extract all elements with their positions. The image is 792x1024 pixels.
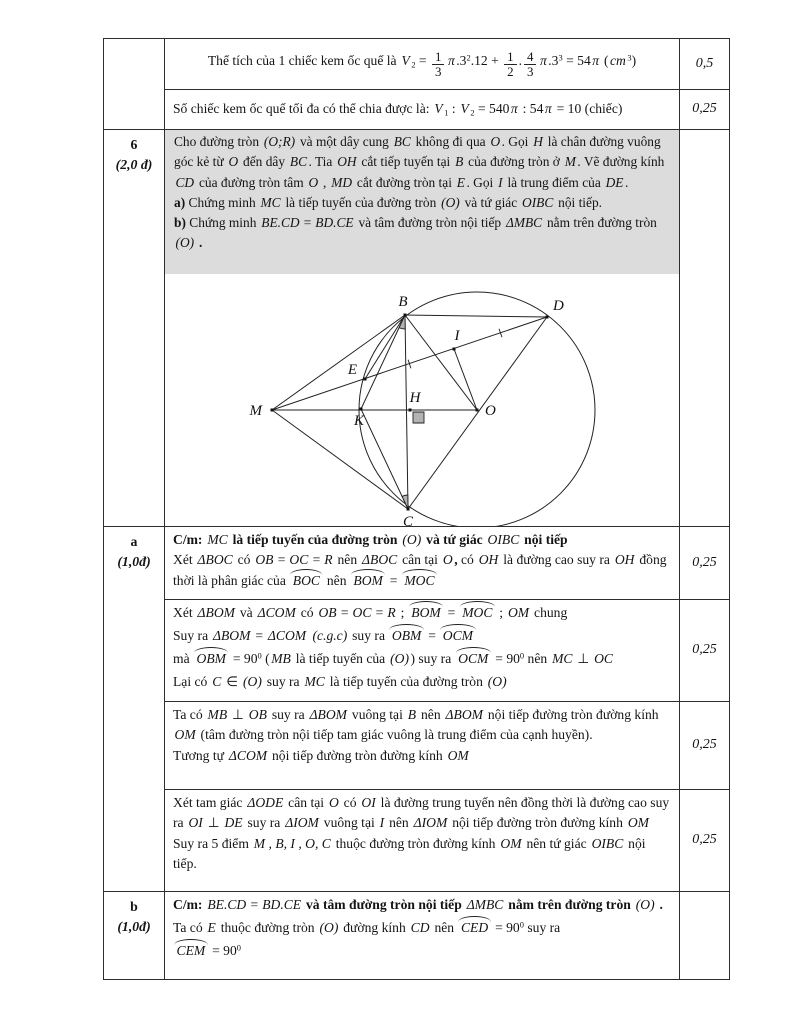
svg-text:E: E (347, 362, 357, 378)
part-letter: b (130, 899, 138, 914)
problem6-statement: Cho đường tròn (O;R) và một dây cung BC không đi qua O . Gọi H là chân đường vuông góc kẻ từ O đến dây BC . Tia OH cắt tiếp tuyến tại B của đường tròn ở M . Vẽ đường kính CD của đường tròn tâm O , MD cắt đường tròn tại E . Gọi I là trung điểm của DE . a) Chứng minh MC là tiếp tuyến của đường tròn (O) và tứ giác OIBC nội tiếp. b) Chứng minh BE.CD = BD.CE và tâm đường tròn nội tiếp ΔMBC nằm trên đường tròn (O) . (165, 130, 679, 274)
problem6-cell (164, 129, 679, 526)
solution-volume-row: Thể tích của 1 chiếc kem ốc quế là V $_2$ = $\frac{1}{3}$ π $.3^2.12$ + $\frac{1}{2}$ . $\frac{4}{3}$ π $.3^3 = 54$ π ( cm $^3$) (164, 39, 679, 89)
svg-text:D: D (553, 298, 564, 314)
figure-container (165, 274, 679, 526)
problem6-label-cell (104, 129, 164, 526)
part-points: (1,0đ) (117, 919, 151, 935)
part-a-label-cell (104, 526, 164, 891)
score-cell: 0,25 (679, 89, 729, 129)
svg-text:C: C (402, 514, 414, 526)
score-cell: 0,25 (679, 526, 729, 599)
solution-count-row: Số chiếc kem ốc quế tối đa có thể chia được là: V $_1$ : V $_2$ = 540 π : 54 π = 10 (chiếc) (164, 89, 679, 129)
geometry-figure (165, 274, 679, 526)
svg-text:I: I (454, 328, 460, 344)
problem-points: (2,0 đ) (115, 157, 153, 173)
score-cell-empty (679, 891, 729, 979)
svg-text:M: M (249, 403, 262, 419)
part-b-step-1: C/m: BE.CD = BD.CE và tâm đường tròn nội tiếp ΔMBC nằm trên đường tròn (O) . Ta có E thuộc đường tròn (O) đường kính CD nên CED = $90^0$ suy ra CEM = $90^0$ (164, 891, 679, 979)
part-a-step-4: Xét tam giác ΔODE cân tại O có OI là đường trung tuyến nên đồng thời là đường cao suy ra OI ⊥ DE suy ra ΔIOM vuông tại I nên ΔIOM nội tiếp đường tròn đường kính OM Suy ra 5 điểm M , B, I , O, C thuộc đường tròn đường kính OM nên tứ giác OIBC nội tiếp. (164, 789, 679, 891)
score-cell-empty (679, 129, 729, 526)
answer-key-table (103, 38, 730, 980)
score-cell: 0,25 (679, 599, 729, 701)
part-points: (1,0đ) (117, 554, 151, 570)
score-cell: 0,25 (679, 701, 729, 789)
part-a-step-1: C/m: MC là tiếp tuyến của đường tròn (O) và tứ giác OIBC nội tiếp Xét ΔBOC có OB = OC = R nên ΔBOC cân tại O , có OH là đường cao suy ra OH đồng thời là phân giác của BOC nên BOM = MOC (164, 526, 679, 599)
svg-text:B: B (398, 294, 408, 310)
part-a-step-3: Ta có MB ⊥ OB suy ra ΔBOM vuông tại B nên ΔBOM nội tiếp đường tròn đường kính OM (tâm đường tròn nội tiếp tam giác vuông là trung điểm của cạnh huyền). Tương tự ΔCOM nội tiếp đường tròn đường kính OM (164, 701, 679, 789)
label-cell-empty (104, 39, 164, 129)
svg-text:K: K (353, 413, 365, 429)
svg-text:O: O (485, 403, 496, 419)
part-letter: a (130, 534, 138, 549)
svg-text:H: H (409, 390, 421, 406)
score-cell: 0,5 (679, 39, 729, 89)
score-cell: 0,25 (679, 789, 729, 891)
part-a-step-2: Xét ΔBOM và ΔCOM có OB = OC = R ; BOM = MOC ; OM chung Suy ra ΔBOM = ΔCOM (c.g.c) suy ra OBM = OCM mà OBM = $90^0$ ( MB là tiếp tuyến của (O) ) suy ra OCM = $90^0$ nên MC ⊥ OC Lại có C ∈ (O) suy ra MC là tiếp tuyến của đường tròn (O) (164, 599, 679, 701)
problem-number: 6 (130, 137, 138, 152)
part-b-label-cell (104, 891, 164, 979)
